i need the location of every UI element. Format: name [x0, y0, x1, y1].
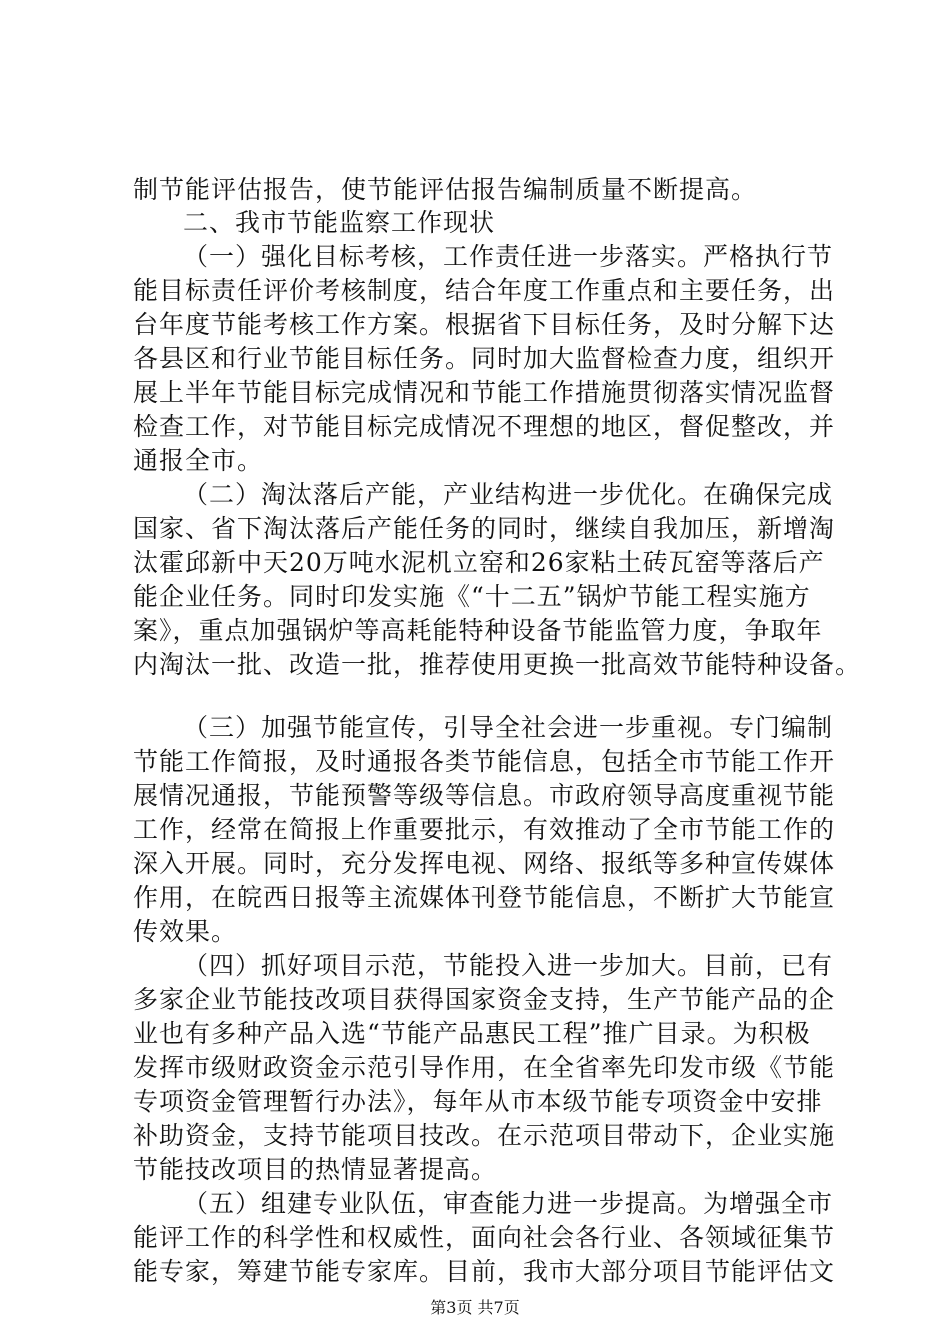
- paragraph-2-line: 内淘汰一批、改造一批，推荐使用更换一批高效节能特种设备。: [133, 650, 862, 679]
- paragraph-3-line: 节能工作简报，及时通报各类节能信息，包括全市节能工作开: [133, 747, 836, 776]
- paragraph-1-line: 检查工作，对节能目标完成情况不理想的地区，督促整改，并: [133, 412, 836, 441]
- paragraph-4-line: 补助资金，支持节能项目技改。在示范项目带动下，企业实施: [133, 1121, 836, 1150]
- paragraph-1-line: （一）强化目标考核，工作责任进一步落实。严格执行节: [183, 242, 834, 271]
- paragraph-1-line: 通报全市。: [133, 446, 264, 475]
- paragraph-1-line: 展上半年节能目标完成情况和节能工作措施贯彻落实情况监督: [133, 378, 836, 407]
- text-line: 制节能评估报告，使节能评估报告编制质量不断提高。: [133, 175, 758, 204]
- paragraph-3-line: （三）加强节能宣传，引导全社会进一步重视。专门编制: [183, 713, 834, 742]
- paragraph-5-line: 能评工作的科学性和权威性，面向社会各行业、各领域征集节: [133, 1223, 836, 1252]
- paragraph-4-line: 多家企业节能技改项目获得国家资金支持，生产节能产品的企: [133, 985, 836, 1014]
- paragraph-4-line: 节能技改项目的热情显著提高。: [133, 1155, 498, 1184]
- page-number-footer: 第3页 共7页: [430, 1298, 520, 1317]
- paragraph-5-line: 能专家，筹建节能专家库。目前，我市大部分项目节能评估文: [133, 1257, 836, 1286]
- paragraph-1-line: 能目标责任评价考核制度，结合年度工作重点和主要任务，出: [133, 276, 836, 305]
- paragraph-3-line: 深入开展。同时，充分发挥电视、网络、报纸等多种宣传媒体: [133, 849, 836, 878]
- paragraph-4-line: （四）抓好项目示范，节能投入进一步加大。目前，已有: [183, 951, 834, 980]
- paragraph-2-line: 能企业任务。同时印发实施《“十二五”锅炉节能工程实施方: [133, 582, 811, 611]
- paragraph-1-line: 各县区和行业节能目标任务。同时加大监督检查力度，组织开: [133, 344, 836, 373]
- paragraph-3-line: 工作，经常在简报上作重要批示，有效推动了全市节能工作的: [133, 815, 836, 844]
- paragraph-2-line: （二）淘汰落后产能，产业结构进一步优化。在确保完成: [183, 480, 834, 509]
- paragraph-4-line: 专项资金管理暂行办法》，每年从市本级节能专项资金中安排: [133, 1087, 823, 1116]
- paragraph-2-line: 国家、省下淘汰落后产能任务的同时，继续自我加压，新增淘: [133, 514, 836, 543]
- paragraph-4-line: 业也有多种产品入选“节能产品惠民工程”推广目录。为积极: [133, 1019, 811, 1048]
- paragraph-3-line: 传效果。: [133, 917, 238, 946]
- paragraph-2-line: 汰霍邱新中天20万吨水泥机立窑和26家粘土砖瓦窑等落后产: [133, 548, 825, 577]
- paragraph-2-line: 案》，重点加强锅炉等高耗能特种设备节能监管力度，争取年: [133, 616, 823, 645]
- paragraph-3-line: 作用，在皖西日报等主流媒体刊登节能信息，不断扩大节能宣: [133, 883, 836, 912]
- section-heading: 二、我市节能监察工作现状: [183, 208, 496, 237]
- paragraph-5-line: （五）组建专业队伍，审查能力进一步提高。为增强全市: [183, 1189, 834, 1218]
- paragraph-3-line: 展情况通报，节能预警等级等信息。市政府领导高度重视节能: [133, 781, 836, 810]
- paragraph-4-line: 发挥市级财政资金示范引导作用，在全省率先印发市级《节能: [133, 1053, 836, 1082]
- paragraph-1-line: 台年度节能考核工作方案。根据省下目标任务，及时分解下达: [133, 310, 836, 339]
